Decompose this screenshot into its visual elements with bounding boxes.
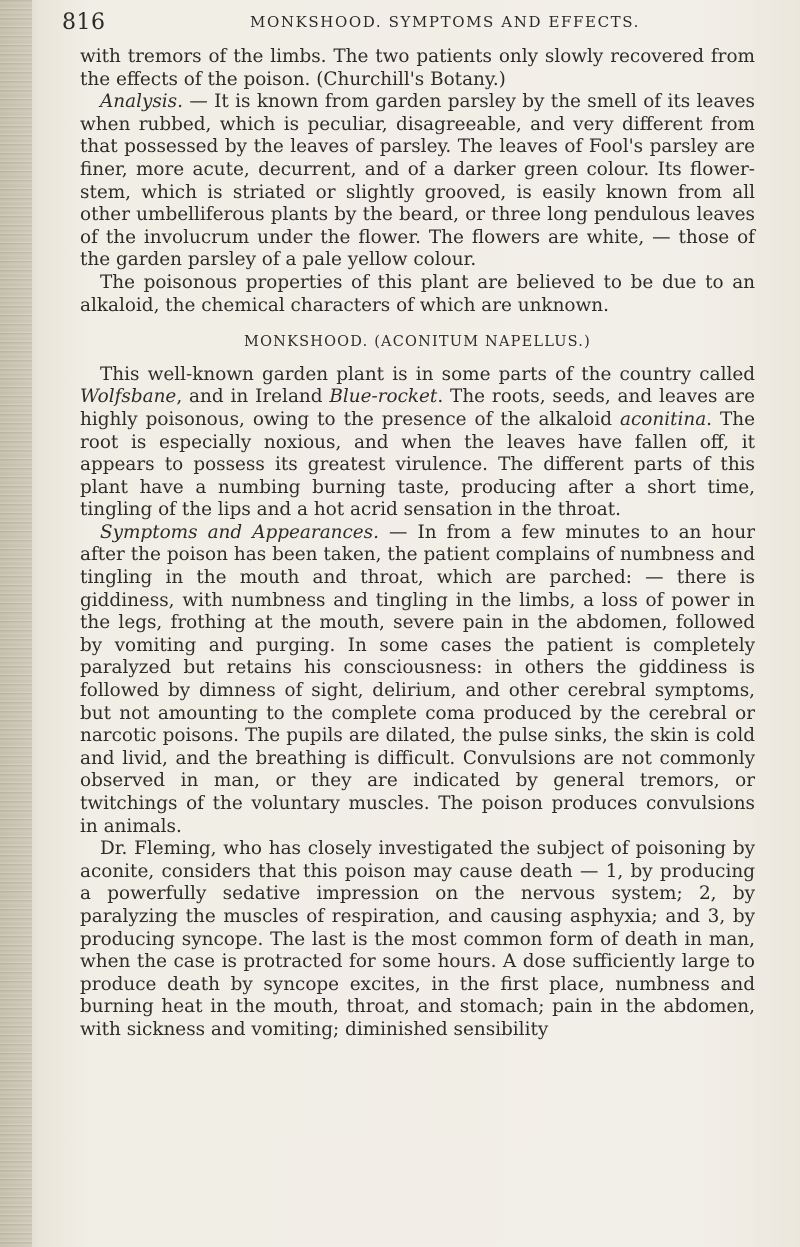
symptoms-text: — In from a few minutes to an hour after the poison has been taken, the patient complains of numbness and tingling in the mouth and throat, which are parched: — there is giddiness, with numbness and tingling in the limbs, a loss of power in the legs, frothing at the mouth, severe pain in the abdomen, followed by vomiting and purging. In some cases the patient is completely paralyzed but retains his consciousness: in others the giddiness is followed by dimness of sight, delirium, and other cerebral symptoms, but not amounting to the complete coma produced by the cerebral or narcotic poisons. The pupils are dilated, the pulse sinks, the skin is cold and livid, and the breathing is difficult. Convulsions are not commonly observed in man, or they are indicated by general tremors, or twitchings of the voluntary muscles. The poison produces convulsions in animals. <box>80 521 755 837</box>
description-text-c: . The roots, seeds, and leaves are highly poisonous, owing to the presence of the alkaloid <box>80 386 755 430</box>
page-number: 816 <box>62 10 106 35</box>
paragraph-poisonous-properties: The poisonous properties of this plant are believed to be due to an alkaloid, the chemical characters of which are unknown. <box>80 271 755 316</box>
term-aconitina: aconitina <box>620 408 707 430</box>
heading-latin-name: (ACONITUM NAPELLUS.) <box>374 334 591 351</box>
paragraph-analysis <box>80 91 755 272</box>
paragraph-continued: with tremors of the limbs. The two patients only slowly recovered from the effects of the poison. (Churchill's Botany.) <box>80 46 755 90</box>
analysis-label: Analysis. <box>100 91 183 113</box>
term-blue-rocket: Blue-rocket <box>329 386 438 408</box>
section-heading-monkshood <box>80 331 755 354</box>
paragraph-symptoms <box>80 522 755 838</box>
analysis-text: — It is known from garden parsley by the smell of its leaves when rubbed, which is peculiar, disagreeable, and very different from that possessed by the leaves of parsley. The leaves of Fool's parsley are finer, more acute, decurrent, and of a darker green colour. Its flower-stem, which is striated or slightly grooved, is easily known from all other umbelliferous plants by the beard, or three long pendulous leaves of the involucrum under the flower. The flowers are white, — those of the garden parsley of a pale yellow colour. <box>80 91 755 271</box>
symptoms-label: Symptoms and Appearances. <box>100 521 379 543</box>
term-wolfsbane: Wolfsbane <box>80 386 177 408</box>
running-title: MONKSHOOD. SYMPTOMS AND EFFECTS. <box>250 13 640 31</box>
running-head <box>60 4 740 34</box>
description-text-d: . The root is especially noxious, and when the leaves have fallen off, it appears to possess its greatest virulence. The different parts of this plant have a numbing burning taste, producing after a short time, tingling of the lips and a hot acrid sensation in the throat. <box>80 408 755 521</box>
page-binding-edge <box>0 0 32 1247</box>
heading-common-name: MONKSHOOD. <box>244 334 369 351</box>
description-text-a: This well-known garden plant is in some parts of the country called <box>100 363 755 385</box>
description-text-b: , and in Ireland <box>176 386 330 408</box>
paragraph-fleming: Dr. Fleming, who has closely investigated the subject of poisoning by aconite, considers that this poison may cause death — 1, by producing a powerfully sedative impression on the nervous system; 2, by paralyzing the muscles of respiration, and causing asphyxia; and 3, by producing syncope. The last is the most common form of death in man, when the case is protracted for some hours. A dose sufficiently large to produce death by syncope excites, in the first place, numbness and burning heat in the mouth, throat, and stomach; pain in the abdomen, with sickness and vomiting; diminished sensibility <box>80 838 755 1040</box>
body-text <box>80 46 755 1042</box>
paragraph-description <box>80 364 755 522</box>
